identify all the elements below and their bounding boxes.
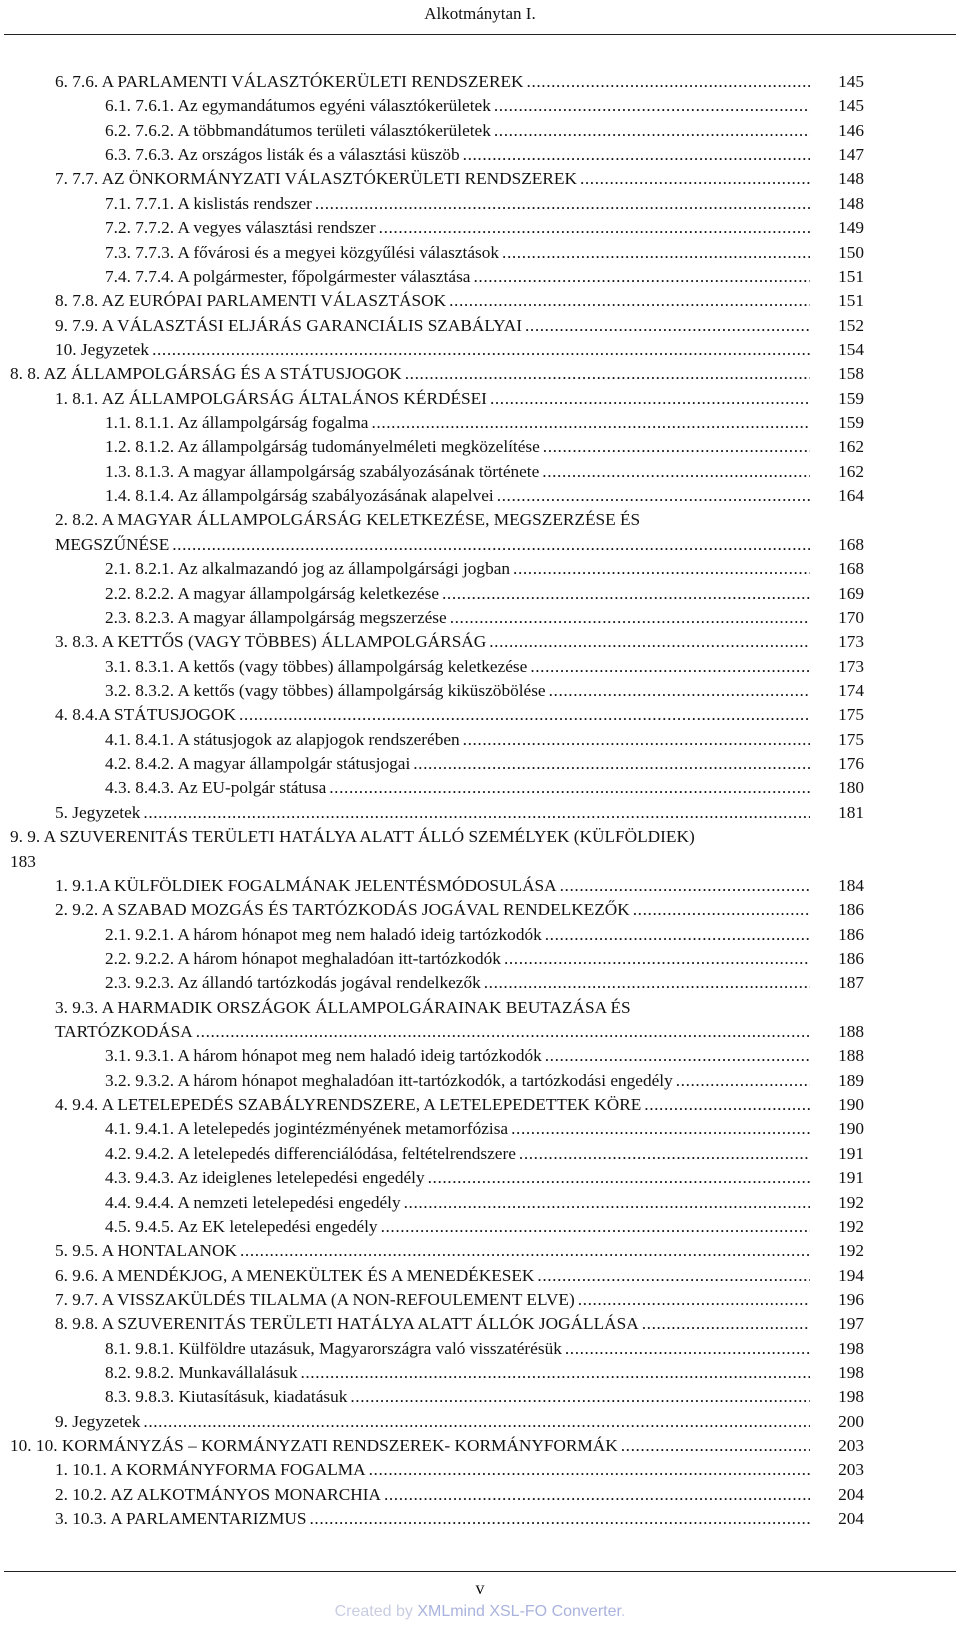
dot-leader: [329, 776, 810, 800]
dot-leader: [525, 314, 810, 338]
dot-leader: [489, 630, 810, 654]
toc-entry-title: 3. 8.3. A KETTŐS (VAGY TÖBBES) ÁLLAMPOLGÁRSÁG: [55, 632, 487, 652]
dot-leader: [484, 971, 810, 995]
toc-entry-title: 1.1. 8.1.1. Az állampolgárság fogalma: [105, 413, 369, 433]
toc-page-number: 152: [838, 315, 864, 335]
toc-entry[interactable]: [0, 655, 960, 679]
toc-entry[interactable]: [0, 387, 960, 411]
toc-entry-title: 5. Jegyzetek: [55, 802, 141, 822]
toc-entry[interactable]: [0, 923, 960, 947]
dot-leader: [143, 801, 810, 825]
toc-page-number: 159: [838, 413, 864, 433]
table-of-contents: [0, 70, 960, 1532]
toc-page-number: 192: [838, 1241, 864, 1261]
toc-page-number: 203: [838, 1460, 864, 1480]
dot-leader: [560, 874, 810, 898]
toc-entry-title: 8. 8. AZ ÁLLAMPOLGÁRSÁG ÉS A STÁTUSJOGOK: [10, 364, 402, 384]
toc-entry[interactable]: [0, 1385, 960, 1409]
toc-entry[interactable]: [0, 1410, 960, 1434]
toc-page-number: 151: [838, 266, 864, 286]
toc-entry[interactable]: [0, 825, 960, 874]
toc-entry[interactable]: [0, 435, 960, 459]
toc-entry[interactable]: [0, 167, 960, 191]
toc-entry-title: 3. 10.3. A PARLAMENTARIZMUS: [55, 1509, 307, 1529]
toc-entry-title: 6.1. 7.6.1. Az egymandátumos egyéni választókerületek: [105, 96, 491, 116]
dot-leader: [494, 94, 810, 118]
toc-entry[interactable]: [0, 1191, 960, 1215]
dot-leader: [549, 679, 810, 703]
toc-entry-title: 4.5. 9.4.5. Az EK letelepedési engedély: [105, 1216, 378, 1236]
dot-leader: [502, 241, 810, 265]
toc-page-number: 203: [838, 1436, 864, 1456]
toc-page-number: 168: [838, 534, 864, 554]
dot-leader: [371, 411, 810, 435]
dot-leader: [463, 143, 810, 167]
dot-leader: [442, 582, 810, 606]
toc-entry-title: 8.3. 9.8.3. Kiutasításuk, kiadatásuk: [105, 1387, 348, 1407]
toc-page-number: 191: [838, 1143, 864, 1163]
toc-entry[interactable]: [0, 971, 960, 995]
toc-entry-title: 1. 10.1. A KORMÁNYFORMA FOGALMA: [55, 1460, 366, 1480]
toc-entry-title: 1. 8.1. AZ ÁLLAMPOLGÁRSÁG ÁLTALÁNOS KÉRDÉSEI: [55, 388, 487, 408]
toc-page-number: 198: [838, 1387, 864, 1407]
toc-page-number: 197: [838, 1314, 864, 1334]
toc-entry-title: 4. 9.4. A LETELEPEDÉS SZABÁLYRENDSZERE, A LETELEPEDETTEK KÖRE: [55, 1095, 642, 1115]
toc-page-number: 158: [838, 364, 864, 384]
toc-page-number: 188: [838, 1046, 864, 1066]
toc-entry[interactable]: [0, 752, 960, 776]
toc-entry-title: 1.3. 8.1.3. A magyar állampolgárság szabályozásának története: [105, 461, 540, 481]
page-number: v: [475, 1578, 485, 1598]
toc-entry-title: 6. 9.6. A MENDÉKJOG, A MENEKÜLTEK ÉS A MENEDÉKESEK: [55, 1265, 535, 1285]
toc-entry[interactable]: [0, 338, 960, 362]
toc-page-number: 175: [838, 729, 864, 749]
toc-entry-title: 4.1. 8.4.1. A státusjogok az alapjogok rendszerében: [105, 729, 460, 749]
toc-entry[interactable]: [0, 582, 960, 606]
toc-entry[interactable]: [0, 460, 960, 484]
toc-page-number: 194: [838, 1265, 864, 1285]
toc-page-number: 148: [838, 169, 864, 189]
toc-entry[interactable]: [0, 1166, 960, 1190]
dot-leader: [449, 289, 810, 313]
toc-page-number: 145: [838, 72, 864, 91]
toc-page-number: 151: [838, 291, 864, 311]
toc-page-number: 162: [838, 437, 864, 457]
toc-entry-title: 8.1. 9.8.1. Külföldre utazásuk, Magyarországra való visszatérésük: [105, 1338, 562, 1358]
toc-entry-title: 7. 7.7. AZ ÖNKORMÁNYZATI VÁLASZTÓKERÜLETI RENDSZEREK: [55, 169, 577, 189]
dot-leader: [309, 1507, 810, 1531]
toc-page-number: 146: [838, 120, 864, 140]
toc-entry[interactable]: [0, 1312, 960, 1336]
toc-page-number: 145: [838, 96, 864, 116]
dot-leader: [519, 1142, 810, 1166]
footer-rule: [4, 1571, 956, 1572]
toc-entry[interactable]: [0, 314, 960, 338]
toc-page-number: 170: [838, 607, 864, 627]
toc-entry-title: 1.2. 8.1.2. Az állampolgárság tudományelméleti megközelítése: [105, 437, 540, 457]
toc-entry-title: 7.1. 7.7.1. A kislistás rendszer: [105, 193, 312, 213]
toc-entry[interactable]: [0, 289, 960, 313]
toc-entry[interactable]: [0, 143, 960, 167]
dot-leader: [527, 70, 810, 94]
toc-entry-title: 9. Jegyzetek: [55, 1411, 141, 1431]
toc-entry-title: 2.1. 8.2.1. Az alkalmazandó jog az állampolgársági jogban: [105, 559, 511, 579]
toc-entry[interactable]: [0, 362, 960, 386]
toc-page-number: 190: [838, 1095, 864, 1115]
toc-entry-title: 3.2. 8.3.2. A kettős (vagy többes) állampolgárság kiküszöbölése: [105, 680, 546, 700]
toc-page-number: 186: [838, 948, 864, 968]
toc-entry-title: 5. 9.5. A HONTALANOK: [55, 1241, 237, 1261]
dot-leader: [644, 1093, 810, 1117]
toc-page-number: 191: [838, 1168, 864, 1188]
toc-page-number: 147: [838, 145, 864, 165]
dot-leader: [578, 1288, 810, 1312]
dot-leader: [545, 1044, 810, 1068]
dot-leader: [542, 460, 810, 484]
toc-entry[interactable]: [0, 1288, 960, 1312]
toc-entry-title: 6.3. 7.6.3. Az országos listák és a választási küszöb: [105, 145, 460, 165]
dot-leader: [384, 1483, 810, 1507]
toc-entry[interactable]: [0, 728, 960, 752]
toc-entry-title: 2.2. 9.2.2. A három hónapot meghaladóan itt-tartózkodók: [105, 948, 501, 968]
toc-entry[interactable]: [0, 1483, 960, 1507]
toc-entry[interactable]: [0, 898, 960, 922]
toc-entry-title: 8. 9.8. A SZUVERENITÁS TERÜLETI HATÁLYA ALATT ÁLLÓK JOGÁLLÁSA: [55, 1314, 639, 1334]
toc-entry-title: 9. 7.9. A VÁLASZTÁSI ELJÁRÁS GARANCIÁLIS SZABÁLYAI: [55, 315, 522, 335]
toc-entry-title: 2.3. 8.2.3. A magyar állampolgárság megszerzése: [105, 607, 447, 627]
credit-brand: XMLmind XSL-FO Converter: [417, 1603, 621, 1620]
toc-entry-title: 3.1. 8.3.1. A kettős (vagy többes) állampolgárság keletkezése: [105, 656, 528, 676]
toc-page-number: 196: [838, 1289, 864, 1309]
toc-entry-title: 7.2. 7.7.2. A vegyes választási rendszer: [105, 218, 376, 238]
toc-page-number: 173: [838, 632, 864, 652]
toc-entry[interactable]: [0, 1458, 960, 1482]
toc-entry[interactable]: [0, 557, 960, 581]
toc-entry[interactable]: [0, 1507, 960, 1531]
dot-leader: [196, 1020, 810, 1044]
toc-entry-title: 3. 9.3. A HARMADIK ORSZÁGOK ÁLLAMPOLGÁRAINAK BEUTAZÁSA ÉS: [55, 997, 631, 1017]
toc-entry[interactable]: [0, 508, 960, 557]
toc-entry-title: 2.3. 9.2.3. Az állandó tartózkodás jogával rendelkezők: [105, 973, 481, 993]
toc-entry[interactable]: [0, 70, 960, 94]
credit-suffix: .: [620, 1603, 626, 1620]
dot-leader: [379, 216, 810, 240]
toc-page-number: 181: [838, 802, 864, 822]
toc-entry-title: 7.3. 7.7.3. A fővárosi és a megyei közgyűlési választások: [105, 242, 500, 262]
toc-entry-title: 4.3. 9.4.3. Az ideiglenes letelepedési engedély: [105, 1168, 425, 1188]
toc-page-number: 159: [838, 388, 864, 408]
toc-entry[interactable]: [0, 1117, 960, 1141]
toc-page-number: 204: [838, 1509, 864, 1529]
dot-leader: [450, 606, 810, 630]
toc-entry-title: 2.1. 9.2.1. A három hónapot meg nem haladó ideig tartózkodók: [105, 924, 542, 944]
toc-page-number: 180: [838, 778, 864, 798]
toc-entry[interactable]: [0, 1215, 960, 1239]
credit-prefix: Created by: [334, 1603, 418, 1620]
header-rule: [4, 34, 956, 35]
toc-entry[interactable]: [0, 606, 960, 630]
toc-page-number: 174: [838, 680, 864, 700]
toc-page-number: 189: [838, 1070, 864, 1090]
dot-leader: [633, 898, 810, 922]
dot-leader: [172, 533, 810, 557]
running-header: [0, 0, 960, 28]
toc-entry-title: 4.4. 9.4.4. A nemzeti letelepedési engedély: [105, 1192, 401, 1212]
toc-entry-title: 2. 10.2. AZ ALKOTMÁNYOS MONARCHIA: [55, 1484, 381, 1504]
toc-page-number: 168: [838, 559, 864, 579]
toc-entry[interactable]: [0, 1069, 960, 1093]
dot-leader: [530, 655, 810, 679]
dot-leader: [300, 1361, 810, 1385]
toc-entry[interactable]: [0, 241, 960, 265]
toc-entry[interactable]: [0, 265, 960, 289]
toc-page-number: 192: [838, 1216, 864, 1236]
converter-credit: [0, 1603, 960, 1621]
toc-page-number: 164: [838, 486, 864, 506]
toc-entry-title: 10. 10. KORMÁNYZÁS – KORMÁNYZATI RENDSZEREK- KORMÁNYFORMÁK: [10, 1436, 618, 1456]
toc-entry-title: 6.2. 7.6.2. A többmandátumos területi választókerületek: [105, 120, 491, 140]
toc-entry[interactable]: [0, 1239, 960, 1263]
dot-leader: [621, 1434, 810, 1458]
dot-leader: [404, 1191, 810, 1215]
toc-page-number: 200: [838, 1411, 864, 1431]
toc-entry[interactable]: [0, 411, 960, 435]
toc-page-number: 188: [838, 1022, 864, 1042]
toc-entry[interactable]: [0, 1337, 960, 1361]
toc-page-number: 148: [838, 193, 864, 213]
toc-entry[interactable]: [0, 192, 960, 216]
toc-page-number: 192: [838, 1192, 864, 1212]
toc-page-number: 184: [838, 875, 864, 895]
dot-leader: [239, 703, 810, 727]
toc-entry[interactable]: [0, 996, 960, 1045]
toc-entry[interactable]: [0, 1264, 960, 1288]
toc-entry[interactable]: [0, 94, 960, 118]
toc-entry-title-continued: TARTÓZKODÁSA: [55, 1022, 193, 1042]
dot-leader: [545, 923, 810, 947]
toc-page-number: 154: [838, 339, 864, 359]
toc-page-number: 204: [838, 1484, 864, 1504]
toc-entry-title: 4.2. 9.4.2. A letelepedés differenciálódása, feltételrendszere: [105, 1143, 516, 1163]
toc-page-number: 176: [838, 754, 864, 774]
dot-leader: [490, 387, 810, 411]
toc-entry[interactable]: [0, 216, 960, 240]
toc-page-number: 149: [838, 218, 864, 238]
toc-page-number: 150: [838, 242, 864, 262]
toc-page-number: 190: [838, 1119, 864, 1139]
toc-entry-title: 3.1. 9.3.1. A három hónapot meg nem haladó ideig tartózkodók: [105, 1046, 542, 1066]
dot-leader: [473, 265, 810, 289]
toc-entry-title: 8. 7.8. AZ EURÓPAI PARLAMENTI VÁLASZTÁSOK: [55, 291, 447, 311]
toc-page-number: 186: [838, 924, 864, 944]
dot-leader: [350, 1385, 810, 1409]
toc-entry-title: 10. Jegyzetek: [55, 339, 150, 359]
toc-entry-title: 2. 9.2. A SZABAD MOZGÁS ÉS TARTÓZKODÁS JOGÁVAL RENDELKEZŐK: [55, 900, 630, 920]
dot-leader: [497, 484, 810, 508]
toc-entry[interactable]: [0, 630, 960, 654]
dot-leader: [537, 1264, 810, 1288]
dot-leader: [511, 1117, 810, 1141]
dot-leader: [143, 1410, 810, 1434]
dot-leader: [580, 167, 810, 191]
toc-entry[interactable]: [0, 1434, 960, 1458]
toc-entry-title-continued: MEGSZŰNÉSE: [55, 534, 170, 554]
toc-entry-title: 3.2. 9.3.2. A három hónapot meghaladóan itt-tartózkodók, a tartózkodási engedély: [105, 1070, 673, 1090]
toc-entry-title: 4.3. 8.4.3. Az EU-polgár státusa: [105, 778, 327, 798]
toc-page-number: 162: [838, 461, 864, 481]
toc-entry[interactable]: [0, 1361, 960, 1385]
toc-entry-title: 9. 9. A SZUVERENITÁS TERÜLETI HATÁLYA ALATT ÁLLÓ SZEMÉLYEK (KÜLFÖLDIEK): [10, 827, 695, 847]
toc-entry-title: 4.2. 8.4.2. A magyar állampolgár státusjogai: [105, 754, 411, 774]
toc-entry-title: 7.4. 7.7.4. A polgármester, főpolgármester választása: [105, 266, 471, 286]
toc-entry-title: 6. 7.6. A PARLAMENTI VÁLASZTÓKERÜLETI RENDSZEREK: [55, 72, 524, 91]
toc-entry[interactable]: [0, 703, 960, 727]
toc-entry-title: 2.2. 8.2.2. A magyar állampolgárság keletkezése: [105, 583, 439, 603]
toc-page-number: 175: [838, 705, 864, 725]
toc-entry[interactable]: [0, 1142, 960, 1166]
toc-entry[interactable]: [0, 776, 960, 800]
toc-page-number: 198: [838, 1338, 864, 1358]
toc-entry-title: 4. 8.4.A STÁTUSJOGOK: [55, 705, 236, 725]
dot-leader: [315, 192, 810, 216]
toc-page-number: 173: [838, 656, 864, 676]
dot-leader: [513, 557, 810, 581]
dot-leader: [565, 1337, 810, 1361]
toc-entry-title: 7. 9.7. A VISSZAKÜLDÉS TILALMA (A NON-REFOULEMENT ELVE): [55, 1289, 575, 1309]
toc-entry[interactable]: [0, 119, 960, 143]
dot-leader: [240, 1239, 810, 1263]
dot-leader: [152, 338, 810, 362]
dot-leader: [642, 1312, 810, 1336]
header-title: Alkotmánytan I.: [424, 4, 536, 23]
toc-entry[interactable]: [0, 801, 960, 825]
dot-leader: [463, 728, 810, 752]
toc-entry[interactable]: [0, 1093, 960, 1117]
dot-leader: [428, 1166, 810, 1190]
dot-leader: [369, 1458, 810, 1482]
dot-leader: [381, 1215, 810, 1239]
toc-page-number: 187: [838, 973, 864, 993]
toc-entry[interactable]: [0, 679, 960, 703]
toc-page-number: 169: [838, 583, 864, 603]
dot-leader: [413, 752, 810, 776]
toc-entry-title: 1. 9.1.A KÜLFÖLDIEK FOGALMÁNAK JELENTÉSMÓDOSULÁSA: [55, 875, 557, 895]
toc-entry[interactable]: [0, 947, 960, 971]
dot-leader: [504, 947, 810, 971]
toc-page-number: 186: [838, 900, 864, 920]
dot-leader: [494, 119, 810, 143]
toc-entry[interactable]: [0, 484, 960, 508]
toc-page-number: 198: [838, 1363, 864, 1383]
dot-leader: [543, 435, 810, 459]
toc-entry-title: 1.4. 8.1.4. Az állampolgárság szabályozásának alapelvei: [105, 486, 494, 506]
dot-leader: [676, 1069, 810, 1093]
toc-entry-title: 4.1. 9.4.1. A letelepedés jogintézményének metamorfózisa: [105, 1119, 509, 1139]
toc-entry-title: 2. 8.2. A MAGYAR ÁLLAMPOLGÁRSÁG KELETKEZÉSE, MEGSZERZÉSE ÉS: [55, 510, 641, 530]
toc-page-number: 183: [10, 851, 36, 871]
toc-entry[interactable]: [0, 1044, 960, 1068]
toc-entry-title: 8.2. 9.8.2. Munkavállalásuk: [105, 1363, 298, 1383]
dot-leader: [405, 362, 810, 386]
toc-entry[interactable]: [0, 874, 960, 898]
